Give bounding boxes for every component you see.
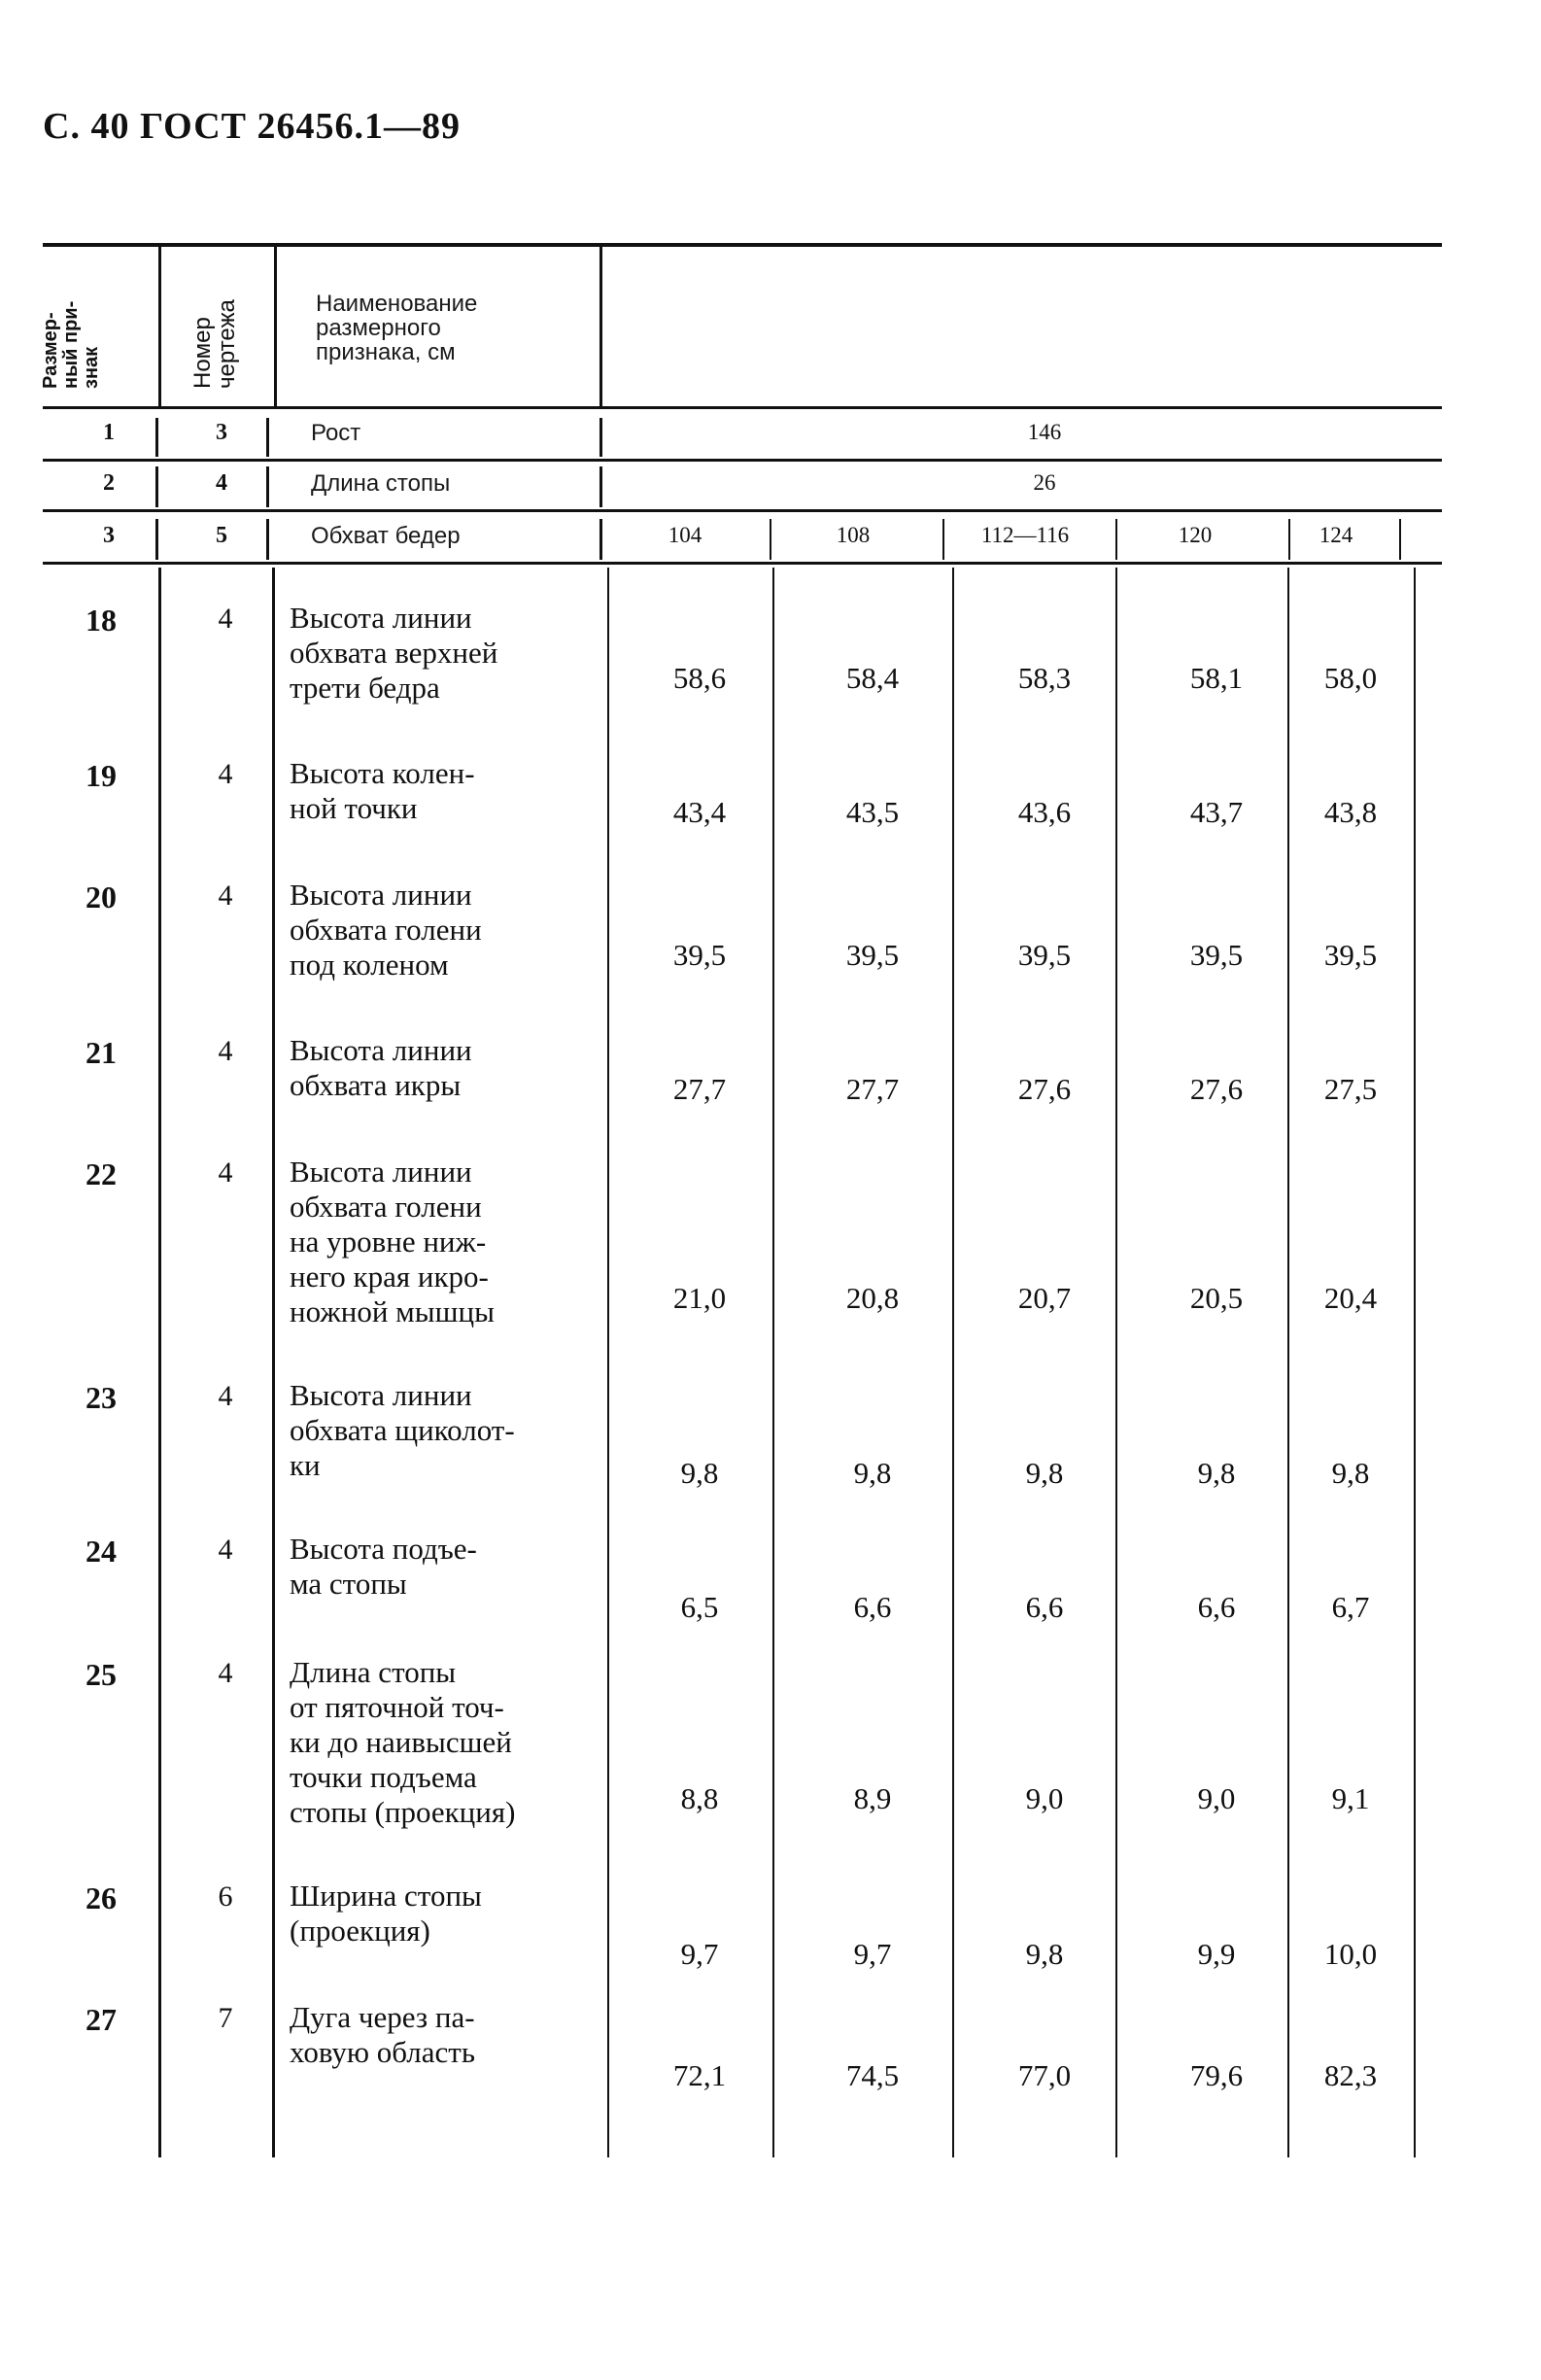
row-value: 43,4 (672, 795, 727, 829)
top-row-drawing: 5 (216, 523, 227, 548)
row-feature-name: Высота колен- ной точки (290, 756, 475, 825)
row-value: 20,8 (845, 1281, 900, 1315)
hip-girth-value: 104 (668, 523, 702, 547)
row-value: 20,7 (1017, 1281, 1072, 1315)
row-value: 9,0 (1025, 1781, 1064, 1815)
row-value: 9,8 (853, 1456, 892, 1490)
row-drawing-number: 4 (218, 1657, 233, 1689)
row-drawing-number: 4 (218, 1380, 233, 1412)
row-id: 24 (86, 1534, 117, 1569)
sep-col3-header (599, 245, 602, 408)
row-value: 43,5 (845, 795, 900, 829)
sep-col1-top (155, 418, 158, 457)
row-value: 58,3 (1017, 661, 1072, 695)
sep-col2-top (266, 466, 269, 507)
sep-value-body (1287, 568, 1289, 2157)
top-row-name: Длина стопы (311, 470, 451, 497)
sep-col1-header (158, 245, 161, 408)
row-value: 77,0 (1017, 2058, 1072, 2092)
sep-col2-header (274, 245, 277, 408)
top-row-name: Рост (311, 420, 361, 446)
row-drawing-number: 4 (218, 758, 233, 790)
row-id: 27 (86, 2002, 117, 2037)
sep-value-top (1288, 519, 1290, 560)
top-row-value: 146 (1027, 420, 1062, 444)
row-value: 27,6 (1189, 1072, 1244, 1106)
sep-col3-top (599, 418, 602, 457)
hip-girth-value: 112—116 (980, 523, 1070, 547)
row-value: 79,6 (1189, 2058, 1244, 2092)
rule-header-bottom (43, 406, 1442, 409)
row-value: 9,7 (853, 1937, 892, 1971)
row-feature-name: Дуга через па- ховую область (290, 2000, 475, 2069)
row-value: 58,0 (1323, 661, 1378, 695)
rule-top (43, 243, 1442, 247)
row-value: 9,8 (1331, 1456, 1370, 1490)
sep-col3-top (599, 519, 602, 560)
column-header-drawing-number: Номер чертежа (189, 299, 241, 389)
row-value: 9,8 (680, 1456, 719, 1490)
sep-col2-top (266, 519, 269, 560)
row-value: 39,5 (672, 938, 727, 972)
top-row-name: Обхват бедер (311, 523, 461, 549)
sep-value-top (942, 519, 944, 560)
row-drawing-number: 4 (218, 1534, 233, 1566)
row-id: 19 (86, 758, 117, 793)
row-id: 26 (86, 1880, 117, 1915)
row-value: 74,5 (845, 2058, 900, 2092)
row-value: 10,0 (1323, 1937, 1378, 1971)
row-value: 43,8 (1323, 795, 1378, 829)
row-id: 18 (86, 603, 117, 638)
row-value: 39,5 (1323, 938, 1378, 972)
column-header-feature-name: Наименование размерного признака, см (316, 291, 478, 365)
row-feature-name: Высота линии обхвата верхней трети бедра (290, 601, 498, 705)
top-row-value: 26 (1033, 470, 1056, 495)
row-value: 9,9 (1197, 1937, 1236, 1971)
row-id: 23 (86, 1380, 117, 1415)
row-feature-name: Длина стопы от пяточной точ- ки до наивысшей точки подъема стопы (проекция) (290, 1655, 516, 1829)
row-value: 39,5 (1189, 938, 1244, 972)
row-value: 6,7 (1331, 1590, 1370, 1624)
row-value: 9,0 (1197, 1781, 1236, 1815)
row-value: 72,1 (672, 2058, 727, 2092)
top-row-id: 1 (103, 420, 115, 445)
row-value: 58,1 (1189, 661, 1244, 695)
row-drawing-number: 4 (218, 880, 233, 912)
sep-value-body (772, 568, 774, 2157)
top-row-id: 3 (103, 523, 115, 548)
sep-col1-top (155, 466, 158, 507)
row-value: 9,8 (1025, 1456, 1064, 1490)
top-row-drawing: 4 (216, 470, 227, 496)
row-drawing-number: 4 (218, 1156, 233, 1189)
hip-girth-value: 108 (836, 523, 871, 547)
row-value: 43,7 (1189, 795, 1244, 829)
row-value: 27,7 (845, 1072, 900, 1106)
row-id: 22 (86, 1156, 117, 1191)
row-id: 25 (86, 1657, 117, 1692)
sep-value-body (952, 568, 954, 2157)
row-value: 20,4 (1323, 1281, 1378, 1315)
row-value: 8,9 (853, 1781, 892, 1815)
row-id: 20 (86, 880, 117, 914)
hip-girth-value: 124 (1318, 523, 1353, 547)
sep-col3-body (607, 568, 609, 2157)
sep-col3-top (599, 466, 602, 507)
row-value: 39,5 (845, 938, 900, 972)
row-value: 58,4 (845, 661, 900, 695)
row-value: 20,5 (1189, 1281, 1244, 1315)
top-row-drawing: 3 (216, 420, 227, 445)
column-header-size-feature: Размер- ный при- знак (40, 300, 102, 389)
row-value: 58,6 (672, 661, 727, 695)
row-value: 27,7 (672, 1072, 727, 1106)
row-feature-name: Высота линии обхвата голени под коленом (290, 878, 482, 982)
row-value: 27,6 (1017, 1072, 1072, 1106)
rule-row3-bottom (43, 562, 1442, 565)
row-value: 9,8 (1197, 1456, 1236, 1490)
sep-value-body (1414, 568, 1416, 2157)
rule-row1-bottom (43, 459, 1442, 462)
row-feature-name: Высота линии обхвата голени на уровне ниж- него края икро- ножной мышцы (290, 1155, 495, 1328)
row-value: 9,1 (1331, 1781, 1370, 1815)
rule-row2-bottom (43, 509, 1442, 512)
row-drawing-number: 4 (218, 1035, 233, 1067)
row-feature-name: Высота линии обхвата икры (290, 1033, 472, 1102)
sep-value-top (1115, 519, 1117, 560)
hip-girth-value: 120 (1178, 523, 1213, 547)
sep-col1-body (158, 568, 161, 2157)
row-value: 21,0 (672, 1281, 727, 1315)
sep-value-top (770, 519, 771, 560)
row-id: 21 (86, 1035, 117, 1070)
row-feature-name: Высота подъе- ма стопы (290, 1532, 477, 1601)
top-row-id: 2 (103, 470, 115, 496)
row-value: 43,6 (1017, 795, 1072, 829)
sep-col2-body (272, 568, 275, 2157)
row-value: 27,5 (1323, 1072, 1378, 1106)
row-feature-name: Высота линии обхвата щиколот- ки (290, 1378, 515, 1482)
row-value: 8,8 (680, 1781, 719, 1815)
sep-value-top (1399, 519, 1401, 560)
row-value: 6,6 (1025, 1590, 1064, 1624)
sep-value-body (1115, 568, 1117, 2157)
page-header: С. 40 ГОСТ 26456.1—89 (43, 106, 461, 147)
row-value: 9,7 (680, 1937, 719, 1971)
row-value: 39,5 (1017, 938, 1072, 972)
sep-col2-top (266, 418, 269, 457)
row-value: 82,3 (1323, 2058, 1378, 2092)
row-value: 9,8 (1025, 1937, 1064, 1971)
row-value: 6,5 (680, 1590, 719, 1624)
row-drawing-number: 7 (218, 2002, 233, 2034)
row-value: 6,6 (853, 1590, 892, 1624)
row-value: 6,6 (1197, 1590, 1236, 1624)
row-feature-name: Ширина стопы (проекция) (290, 1879, 482, 1948)
row-drawing-number: 4 (218, 603, 233, 635)
row-drawing-number: 6 (218, 1880, 233, 1913)
sep-col1-top (155, 519, 158, 560)
